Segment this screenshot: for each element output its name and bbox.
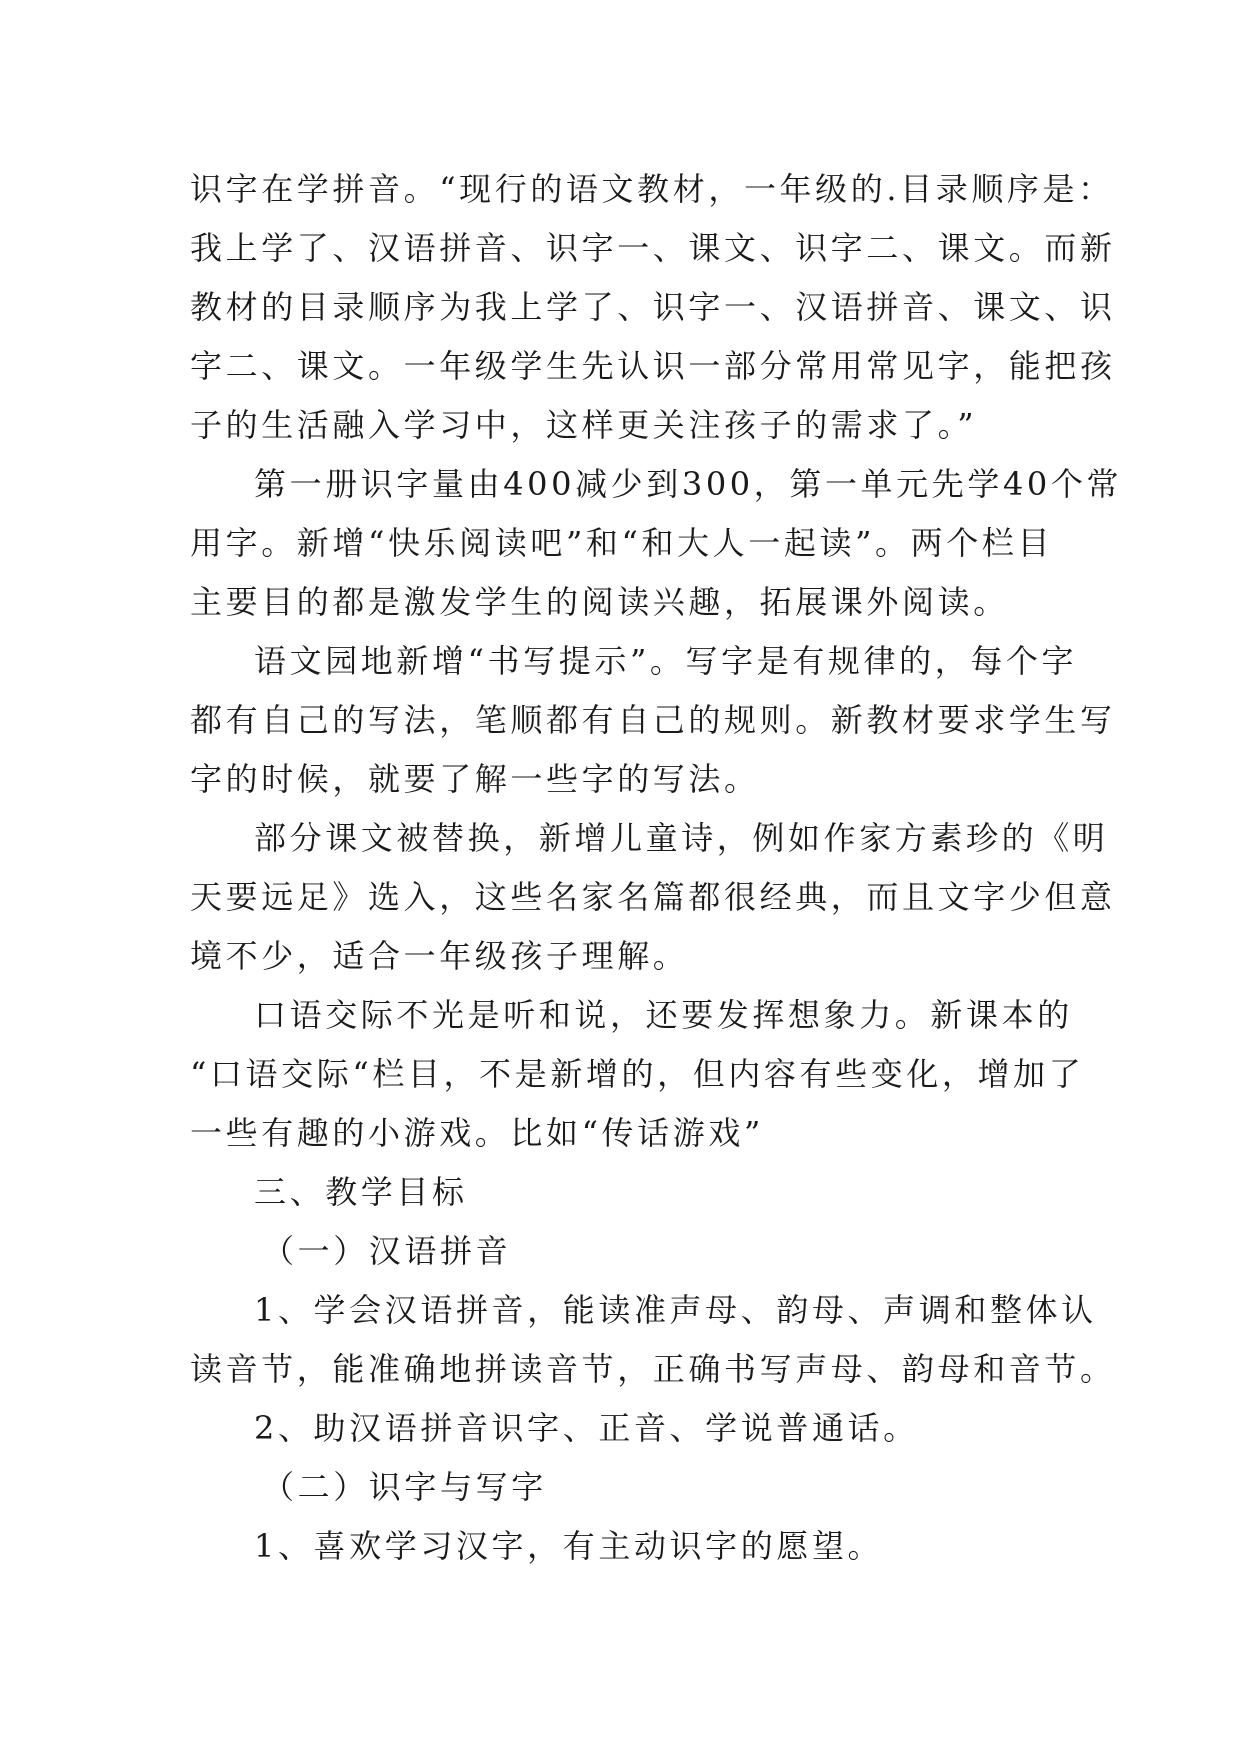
document-body (190, 160, 1123, 1576)
list-item-line: 2、助汉语拼音识字、正音、学说普通话。 (254, 1409, 919, 1447)
list-item-line: 1、喜欢学习汉字，有主动识字的愿望。 (254, 1527, 884, 1565)
paragraph-line: 我上学了、汉语拼音、识字一、课文、识字二、课文。而新 (190, 229, 1116, 267)
paragraph-line: 第一册识字量由400减少到300，第一单元先学40个常 (254, 465, 1123, 503)
paragraph-line: 都有自己的写法，笔顺都有自己的规则。新教材要求学生写 (190, 701, 1116, 739)
paragraph-line: 识字在学拼音。“现行的语文教材，一年级的.目录顺序是： (190, 170, 1114, 208)
paragraph-line: 口语交际不光是听和说，还要发挥想象力。新课本的 (254, 996, 1073, 1034)
paragraph-line: 语文园地新增“书写提示”。写字是有规律的，每个字 (254, 642, 1078, 680)
list-item-line: 读音节，能准确地拼读音节，正确书写声母、韵母和音节。 (190, 1350, 1116, 1388)
subsection-heading: （二）识字与写字 (262, 1468, 547, 1506)
paragraph-line: 字二、课文。一年级学生先认识一部分常用常见字，能把孩 (190, 347, 1116, 385)
paragraph-line: 主要目的都是激发学生的阅读兴趣，拓展课外阅读。 (190, 583, 1009, 621)
list-item-line: 1、学会汉语拼音，能读准声母、韵母、声调和整体认 (254, 1291, 1097, 1329)
paragraph-line: 用字。新增“快乐阅读吧”和“和大人一起读”。两个栏目 (190, 524, 1054, 562)
paragraph-line: 一些有趣的小游戏。比如“传话游戏” (190, 1114, 764, 1152)
paragraph-line: 字的时候，就要了解一些字的写法。 (190, 760, 760, 798)
section-heading: 三、教学目标 (254, 1173, 468, 1211)
paragraph-line: 教材的目录顺序为我上学了、识字一、汉语拼音、课文、识 (190, 288, 1116, 326)
paragraph-line: 子的生活融入学习中，这样更关注孩子的需求了。” (190, 406, 978, 444)
paragraph-line: 境不少，适合一年级孩子理解。 (190, 937, 689, 975)
subsection-heading: （一）汉语拼音 (262, 1232, 512, 1270)
paragraph-line: 天要远足》选入，这些名家名篇都很经典，而且文字少但意 (190, 878, 1116, 916)
paragraph-line: “口语交际“栏目，不是新增的，但内容有些变化，增加了 (190, 1055, 1085, 1093)
paragraph-line: 部分课文被替换，新增儿童诗，例如作家方素珍的《明 (254, 819, 1109, 857)
